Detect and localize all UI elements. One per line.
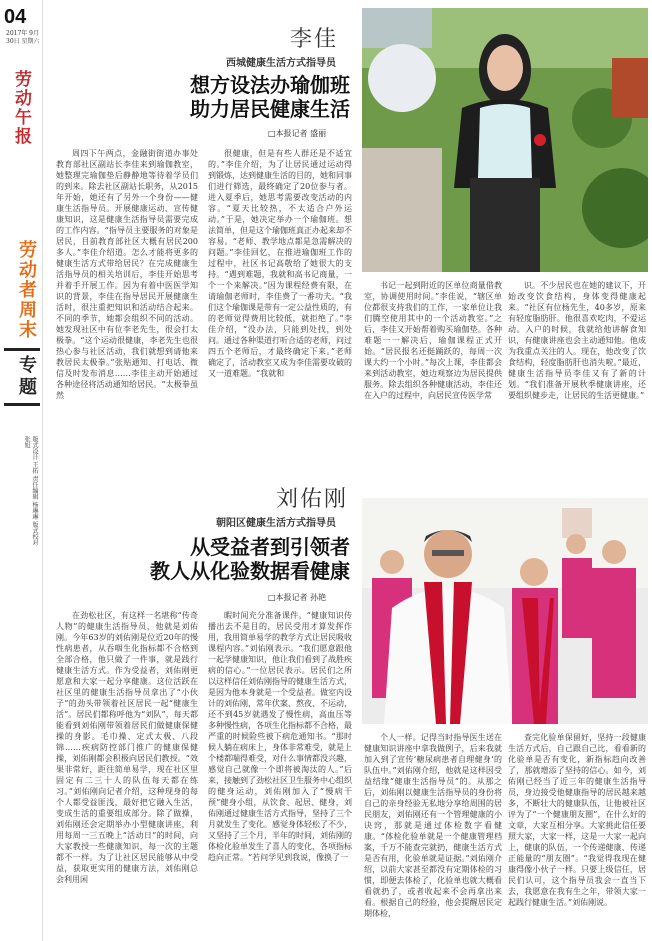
masthead-logo: 劳动午报 [11, 70, 31, 146]
article-byline: □本报记者 孙艳 [268, 593, 327, 602]
column-text: 在劲松社区，有这样一名堪称“传奇人物”的健康生活指导员，他就是刘佑刚。今年63岁的刘佑刚是位近20年的慢性病患者，从吞咽生化指标都不合格到全部合格，他只做了一件事，就是践行健康生活方式。作为受益者，刘佑刚更愿意和大家一起分享健康。这位活跃在社区里的健康生活指导员拿出了“小伙子”的劲头带领着社区居民一起“健康生活”。居民们都称呼他为“刘队”，每天都能看到刘佑刚带领着居民们做健康保健操的身影。毛巾操、定式太极、八段锦……疾病防控部门推广的健康保健操，刘佑刚都会积极向居民们教授。“效果非常好，距往简单易学，现在社区里固定有二三十人的队伍每天都在练习。”刘佑刚向记者介绍，这种现身的每个人都受益匪浅，最好把它融入生活，变成生活的重要组成部分。除了做操，刘佑刚还会定期举办小型健康讲座，利用每周一三五晚上“活动日”的时间，向大家教授一些健康知识，每一次的主题都不一样。为了让社区居民能够从中受益，获取更实用的健康方法，刘佑刚总会利用闲 [56, 611, 198, 884]
headline-line-2: 助力居民健康生活 [190, 99, 350, 121]
article-column-2 [208, 148, 352, 466]
article-li-jia [50, 8, 648, 466]
headline-line-1: 想方设法办瑜伽班 [190, 75, 350, 97]
sidebar [0, 0, 44, 941]
column-text: 周四下午两点，金融街街道办事处教育部社区副站长李佳来到瑜伽教室，她整理完瑜伽垫后静静地等待着学员们的到来。除去社区副站长职务，从2015年开始，她还有了另外一个身份——健康生活指导员。开展健康运动、宣传健康知识，这是健康生活指导员需要完成的工作内容。“指导员主要服务的对象是居民，目前教育部社区大概有居民200多人。”李佳介绍道。怎么才能将更多的健康生活方式带给居民？在完成健康生活指导员的相关培训后，李佳开始思考并着手开展工作。因为有着中医医学知识的背景，李佳在指导居民开展健康生活时，很注重把知识和活动结合起来。不同的季节，她都会组织不同的活动。她发现社区中有位李老先生，很会打太极拳。“这个运动很健康，李老先生也很热心参与社区活动，我们就想到请他来教居民太极拳。”张贴通知、打电话、微信及时发布消息……李佳主动开始通过各种途径将活动通知给居民。“太极拳虽然 [56, 149, 198, 400]
article-column-4 [508, 280, 646, 466]
article-column-3 [364, 280, 502, 466]
article-column-1 [56, 148, 198, 466]
article-byline: □本报记者 盛丽 [268, 129, 327, 138]
issue-date: 2017年 9月30日 星期六 [6, 30, 40, 45]
topic-label: 专题 [4, 348, 40, 406]
column-text: 个人一样。记得当时指导医生送在健康知识讲座中拿我做例子，后来我就加入到了宣传‘糖尿病患者自理健身’的队伍中。”刘佑刚介绍，他就是这样因受益结缘“健康生活指导员”的。从那之后，刘佑刚以健康生活指导员的身份将自己的亲身经验无私地分享给周围的居民朋友，刘佑刚还有一个管理健康的小诀窍，那就是通过体检数字看健康。“体检化验单就是一个健康管理档案，千万不能查完就扔，健康生活方式是否有用，化验单就是证据。”刘佑刚介绍，以前大家甚至都没有定期体检的习惯，即便去体检了，化验单也就大概看看就扔了，或者收起来不会再拿出来看。根据自己的经验，他会提醒居民定期体检， [364, 733, 502, 918]
column-text: 查完化验单保留好，坚持一段健康生活方式后，自己跟自己比，看看新的化验单是否有变化，新指标趋向改善了，那就增添了坚持的信心。如今，刘佑刚已经当了近三年的健康生活指导员，身边接受他健康指导的居民越来越多，不断壮大的健康队伍，让他被社区评为了“一个健康朋友圈”，在什么好的文章，大家互相分享。大家挑此信任要照大家，大家一样，这是一大家一起向上，健康的队伍，一个传递健康、传递正能量的“朋友圈”。“我觉得我现在健康得像小伙子一样。只要上级信任，居民们认可，这个指导员我会一直当下去，我愿意在我有生之年，带领大家一起践行健康生活。”刘佑刚说。 [508, 733, 646, 907]
column-text: 书记一起到附近的区单位商量借教室，协调使用时间。”李佳说，“辖区单位都很支持我们的工作，一家单位让我们腾空使用其中的一个活动教室。”之后，李佳又开始帮着购买瑜伽垫。各种难题一一解决后，瑜伽课程正式开始。“居民报名还挺踊跃的，每周一次课大约一个小时。”每次上课，李佳都会来到活动教室，她边观察边为居民提供服务。除去组织各种健康活动，李佳还在入户的过程中，向居民宣传医学常 [364, 281, 502, 400]
group-photo [362, 498, 648, 724]
article-column-2 [208, 610, 352, 936]
article-name: 李佳 [290, 26, 339, 51]
group-photo-image [362, 498, 648, 724]
editor-credits: 版式设计 王拓 责任编辑 杨琳琳 版式校对 张旭 [23, 436, 38, 546]
article-column-3 [364, 732, 502, 936]
article-headline [110, 536, 350, 584]
article-role: 西城健康生活方式指导员 [226, 58, 336, 69]
article-liu-yougang [50, 478, 648, 938]
article-headline [140, 74, 350, 122]
headline-line-1: 从受益者到引领者 [190, 537, 350, 559]
column-divider [42, 0, 43, 941]
column-text: 识。不少居民也在她的建议下，开始改变饮食结构，身体变得健康起来。“社区有位杨先生，40多岁，原来有轻度脂肪肝。他很喜欢吃肉，不爱运动。入户的时候，我就给他讲解食知识，有健康讲座也会主动通知他。他成为我重点关注的人。现在，他改变了饮食结构，轻度脂肪肝也消失啦。”最近，健康生活指导员李佳又有了新的计划。“我们准备开展秋季健康讲座，还要组织健步走，让居民的生活更健康。” [508, 281, 646, 400]
article-column-1 [56, 610, 198, 936]
headline-line-2: 教人从化验数据看健康 [150, 561, 350, 583]
portrait-photo-image [362, 8, 648, 272]
article-name: 刘佑刚 [276, 486, 349, 511]
article-column-4 [508, 732, 646, 936]
column-text: 很健康，但是有些人群还是不适宜的。”李佳介绍，为了让居民通过运动得到锻炼，达到健康生活的目的，她和同事们进行筛选，最终确定了20位参与者。进入夏季后，她思考需要改变活动的内容。“夏天比较热，不太适合户外运动。”于是，她决定举办一个瑜伽班。想法简单，但是这个瑜伽班真正办起来却不容易。“老师、教学地点都是急需解决的问题。”李佳回忆，在推进瑜伽班工作的过程中，社区书记高敬给了她很大的支持。“遇到难题，我就和高书记商量，一个一个来解决。”因为课程经费有限，在请瑜伽老师时，李佳费了一番功夫。“我们这个瑜伽课是带有一定公益性质的，有的老师觉得费用比较低，就拒绝了。”李佳介绍，“没办法，只能到处找，到处问。通过各种渠道打听合适的老师，问过四五个老师后，才最终确定下来。”老师确定了，活动教室又成为李佳需要攻破的又一道难题。“我就和 [208, 149, 352, 378]
column-text: 暇时间充分准备课件。“健康知识传播出去不是目的，居民受用才算发挥作用，我用简单易学的教学方式让居民吸收课程内容。”刘佑刚表示。“我们愿意跟他一起学健康知识，他让我们看到了战胜疾病的信心。”一位居民表示。居民们之所以这样信任刘佑刚指导的健康生活方式，是因为他本身就是一个受益者。做室内设计的刘佑刚，常年伏案、熬夜、不运动，还不到45岁就遇发了慢性病，高血压等多种慢性病，各项生化指标都不合格，最严重的时候险些被下病危通知书。“那时候人躺在病床上，身体非常难受，就是上个楼都喘得难受，对什么事情都没兴趣，感觉自己就像一个即将被淘汰的人。”后来，接触到了劲松社区卫生服务中心组织的健身运动，刘佑刚加入了“慢病干预”健身小组，从饮食、起居、健身，刘佑刚通过健康生活方式指导，坚持了三个月就发生了变化。感觉身体轻松了不少，又坚持了三个月，半年的时间，刘佑刚的体检化验单发生了喜人的变化，各项指标趋向正常。“若问学见到我说，像换了一 [208, 611, 352, 862]
portrait-photo [362, 8, 648, 272]
article-role: 朝阳区健康生活方式指导员 [216, 518, 336, 529]
page-number: 04 [4, 6, 27, 28]
section-title: 劳动者周末 [17, 240, 37, 340]
